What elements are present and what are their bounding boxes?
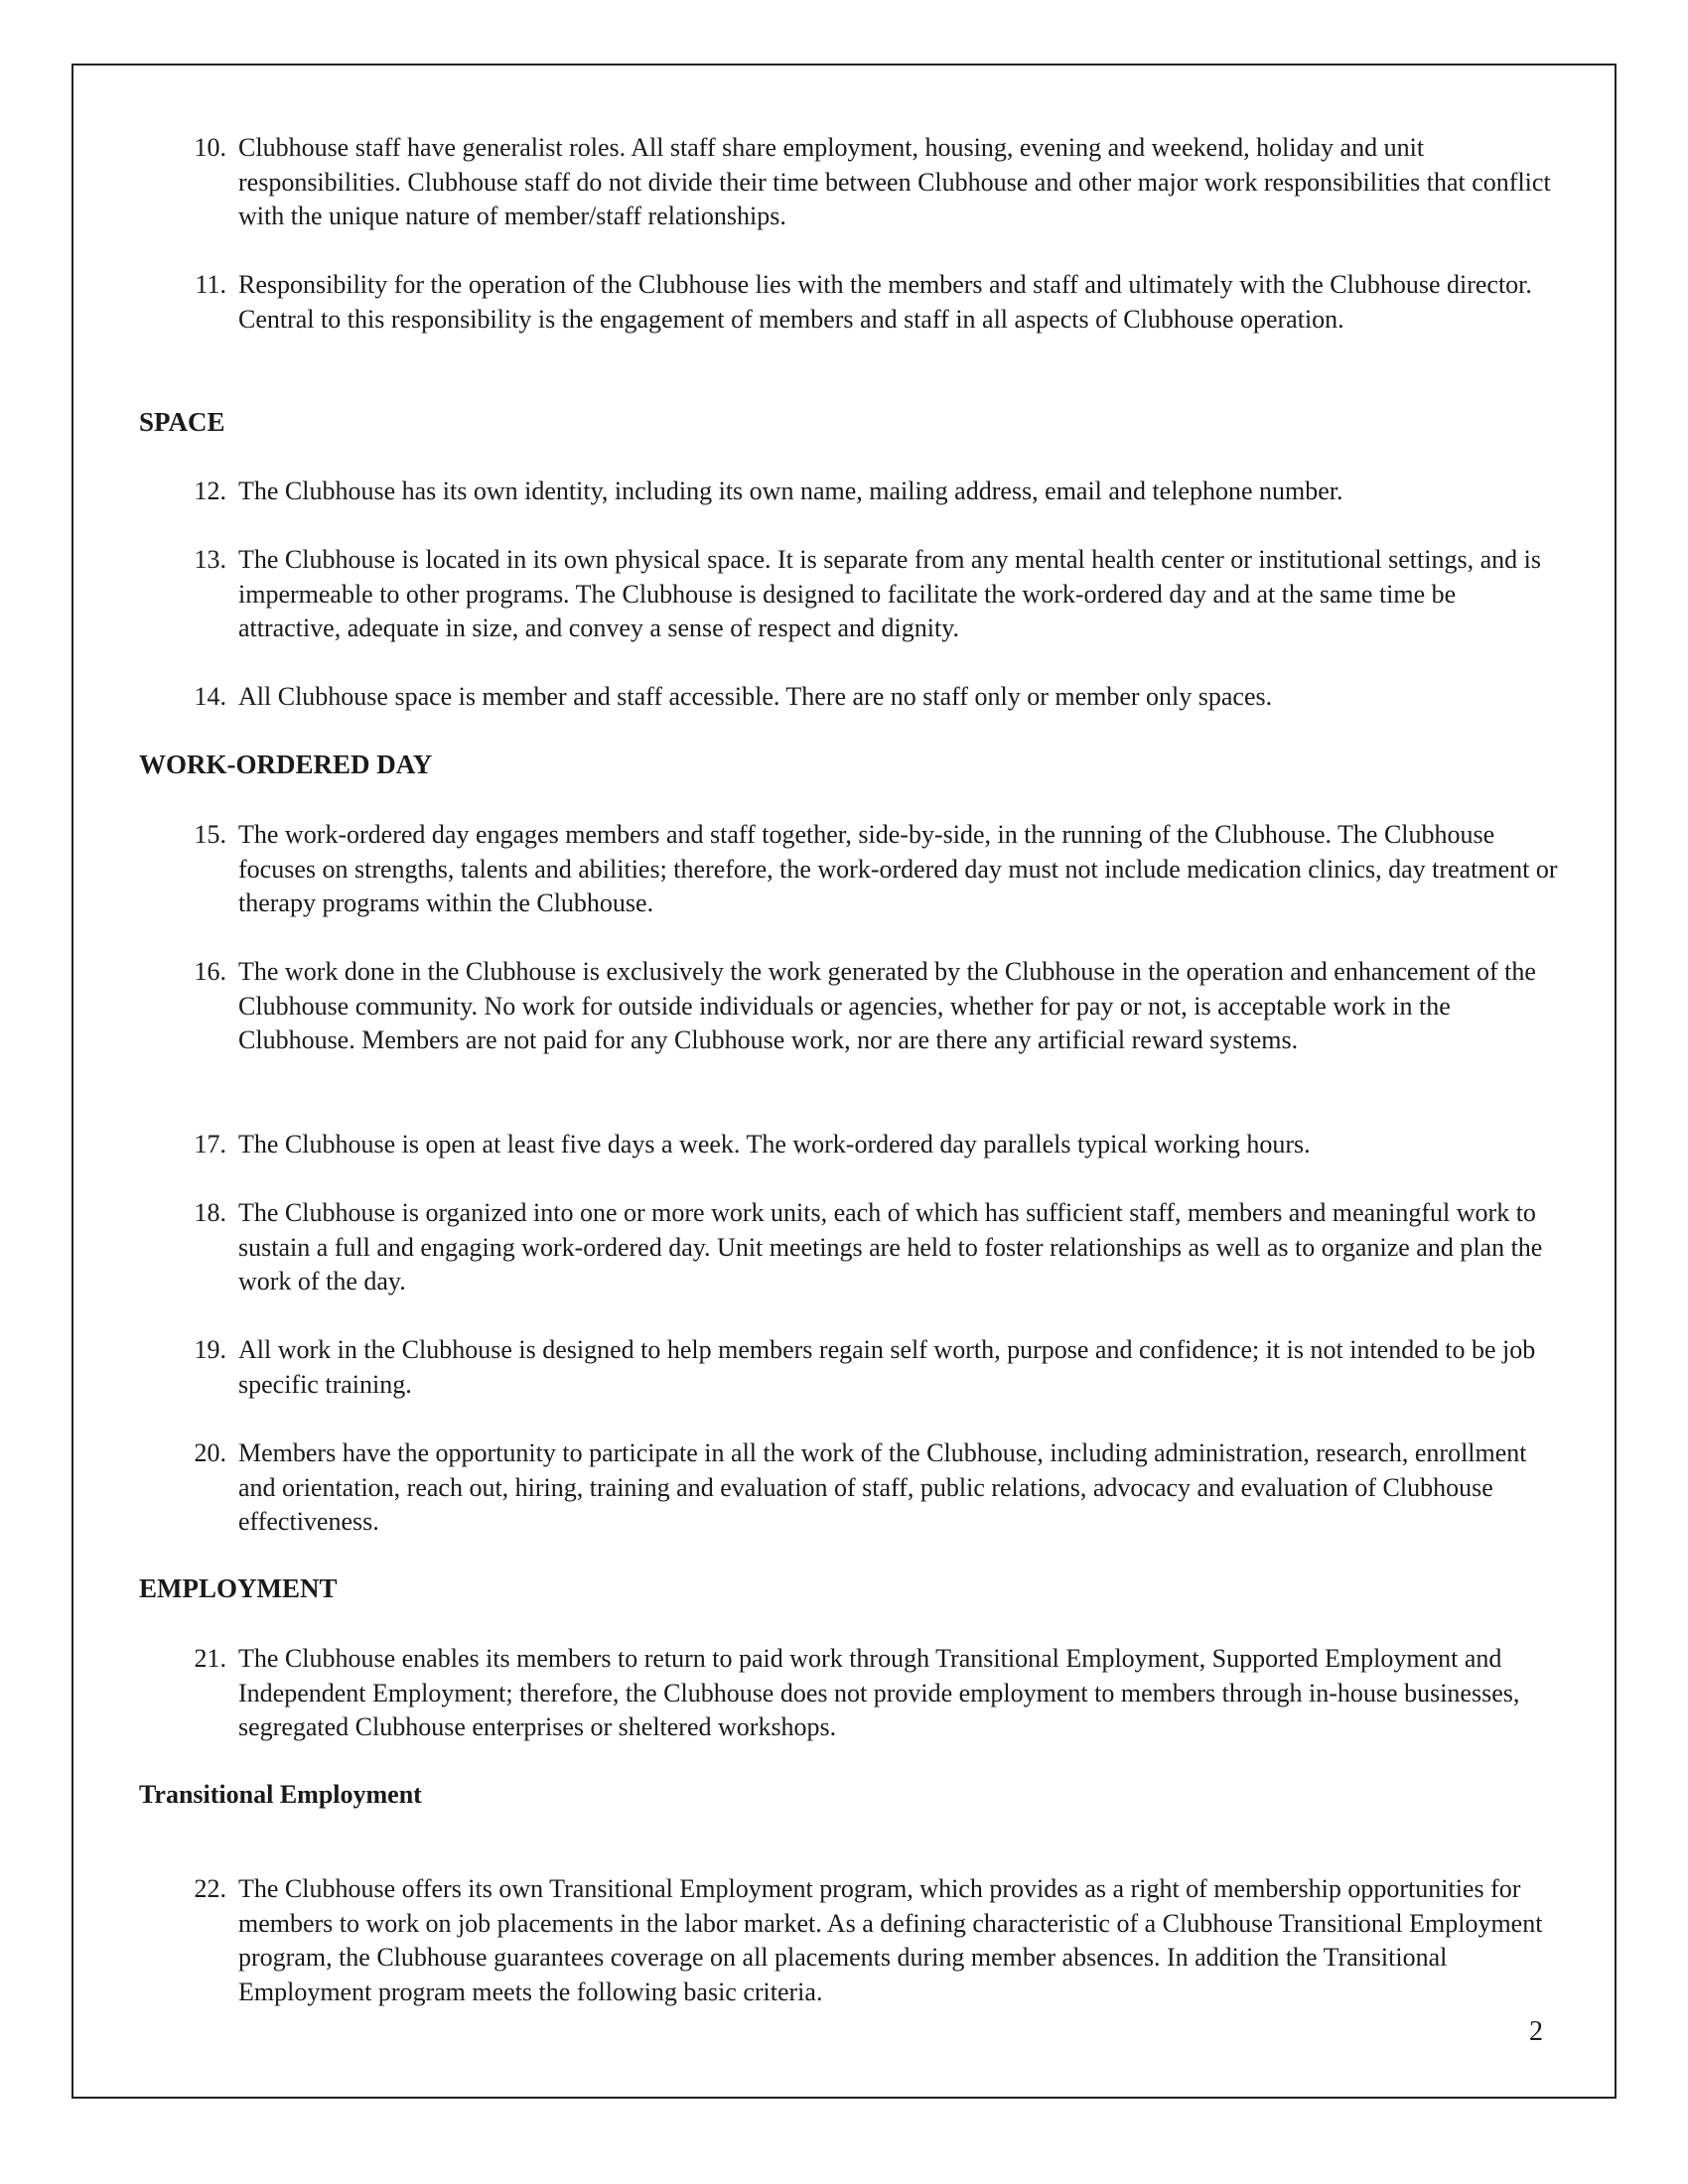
item-number: 19. xyxy=(194,1335,226,1364)
item-number: 22. xyxy=(194,1874,226,1903)
section-heading-space: SPACE xyxy=(139,407,225,437)
item-number: 20. xyxy=(194,1438,226,1467)
item-text: The Clubhouse is located in its own physical space. It is separate from any mental health center or institutional settings, and is impermeable to other programs. The Clubhouse is designed to facilitate the work-ordered day and at the same time be attractive, adequate in size, and convey a sense of respect and dignity. xyxy=(238,545,1541,642)
item-number: 21. xyxy=(194,1644,226,1673)
item-number: 16. xyxy=(194,957,226,986)
item-text: Clubhouse staff have generalist roles. All staff share employment, housing, evening and weekend, holiday and unit responsibilities. Clubhouse staff do not divide their time between Clubhouse and other major work responsibilities that conflict with the unique nature of member/staff relationships. xyxy=(238,133,1551,230)
item-text: The work done in the Clubhouse is exclusively the work generated by the Clubhouse in the operation and enhancement of the Clubhouse community. No work for outside individuals or agencies, whether for pay or not, is acceptable work in the Clubhouse. Members are not paid for any Clubhouse work, nor are there any artificial reward systems. xyxy=(238,957,1536,1054)
item-text: The work-ordered day engages members and staff together, side-by-side, in the running of the Clubhouse. The Clubhouse focuses on strengths, talents and abilities; therefore, the work-ordered day must not include medication clinics, day treatment or therapy programs within the Clubhouse. xyxy=(238,820,1558,917)
section-heading-work-ordered-day: WORK-ORDERED DAY xyxy=(139,750,433,779)
item-number: 13. xyxy=(194,545,226,574)
item-number: 17. xyxy=(194,1130,226,1159)
item-text: The Clubhouse is organized into one or more work units, each of which has sufficient staff, members and meaningful work to sustain a full and engaging work-ordered day. Unit meetings are held to foster relationships as well as to organize and plan the work of the day. xyxy=(238,1198,1543,1296)
item-number: 18. xyxy=(194,1198,226,1227)
section-heading-employment: EMPLOYMENT xyxy=(139,1573,338,1603)
item-text: All work in the Clubhouse is designed to help members regain self worth, purpose and confidence; it is not intended to be job specific training. xyxy=(238,1335,1536,1399)
item-number: 11. xyxy=(195,270,226,299)
item-number: 15. xyxy=(194,820,226,849)
item-text: The Clubhouse has its own identity, including its own name, mailing address, email and telephone number. xyxy=(238,477,1343,505)
item-number: 10. xyxy=(194,133,226,162)
item-text: All Clubhouse space is member and staff accessible. There are no staff only or member only spaces. xyxy=(238,682,1273,711)
item-text: The Clubhouse is open at least five days a week. The work-ordered day parallels typical working hours. xyxy=(238,1130,1311,1159)
item-text: The Clubhouse enables its members to return to paid work through Transitional Employment, Supported Employment and Independent Employment; therefore, the Clubhouse does not provide employment to members through in-house businesses, segregated Clubhouse enterprises or sheltered workshops. xyxy=(238,1644,1520,1741)
item-number: 14. xyxy=(194,682,226,711)
item-text: The Clubhouse offers its own Transitional Employment program, which provides as a right of membership opportunities for members to work on job placements in the labor market. As a defining characteristic of a Clubhouse Transitional Employment program, the Clubhouse guarantees coverage on all placements during member absences. In addition the Transitional Employment program meets the following basic criteria. xyxy=(238,1874,1543,2006)
item-text: Members have the opportunity to participate in all the work of the Clubhouse, including administration, research, enrollment and orientation, reach out, hiring, training and evaluation of staff, public relations, advocacy and evaluation of Clubhouse effectiveness. xyxy=(238,1438,1527,1536)
item-number: 12. xyxy=(194,477,226,505)
item-text: Responsibility for the operation of the Clubhouse lies with the members and staff and ultimately with the Clubhouse director. Central to this responsibility is the engagement of members and staff in all aspects of Clubhouse operation. xyxy=(238,270,1532,334)
page-number: 2 xyxy=(1529,2016,1543,2047)
subsection-heading-transitional-employment: Transitional Employment xyxy=(139,1780,422,1809)
